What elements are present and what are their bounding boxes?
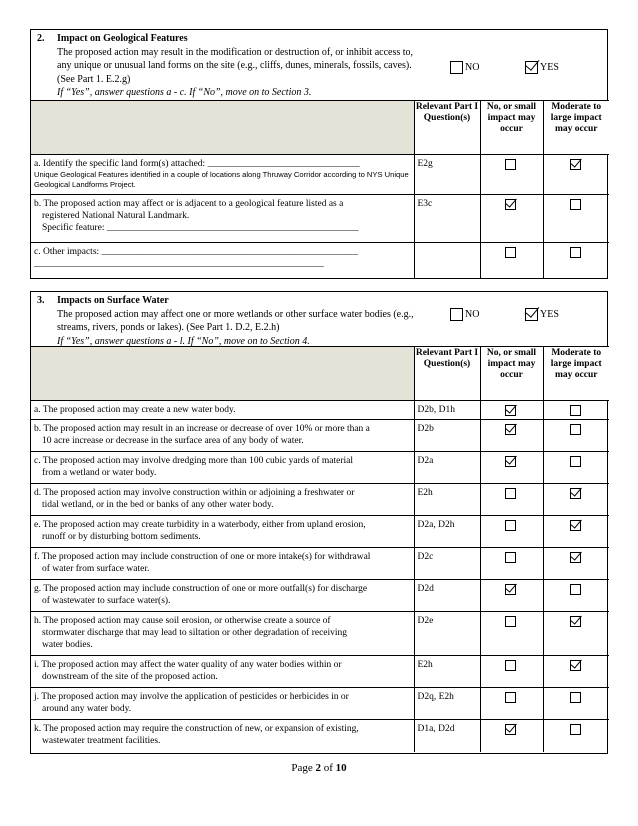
table-row: i. The proposed action may affect the water quality of any water bodies within or downstream of the site of the proposed action. E2h <box>31 656 609 688</box>
header-small-impact: No, or small impact may occur <box>480 347 543 401</box>
table-row: g. The proposed action may include construction of one or more outfall(s) for discharge of wastewater to surface water(s). D2d <box>31 580 609 612</box>
section-header <box>31 30 607 100</box>
header-large-impact: Moderate to large impact may occur <box>543 347 609 401</box>
section-title: 2. Impact on Geological Features <box>37 33 188 44</box>
impact-table <box>31 346 609 752</box>
small-impact-checkbox[interactable] <box>505 584 516 595</box>
yes-option[interactable]: YES <box>525 61 559 75</box>
section-description: The proposed action may affect one or more wetlands or other surface water bodies (e.g., streams, rivers, ponds or lakes). (See Part 1. D.2, E.2.h) <box>57 308 414 333</box>
small-impact-checkbox[interactable] <box>505 199 516 210</box>
large-impact-checkbox[interactable] <box>570 660 581 671</box>
small-impact-checkbox[interactable] <box>505 159 516 170</box>
table-header-row <box>31 101 609 155</box>
table-row: j. The proposed action may involve the application of pesticides or herbicides in or around any water body. D2q, E2h <box>31 688 609 720</box>
yes-checkbox[interactable] <box>525 61 538 74</box>
section-surface-water <box>30 291 608 754</box>
section-instruction: If “Yes”, answer questions a - c. If “No”, move on to Section 3. <box>57 87 312 98</box>
table-row: a. The proposed action may create a new water body. D2b, D1h <box>31 401 609 420</box>
section-geological-features <box>30 29 608 279</box>
large-impact-checkbox[interactable] <box>570 552 581 563</box>
large-impact-checkbox[interactable] <box>570 456 581 467</box>
section-description: The proposed action may result in the modification or destruction of, or inhibit access to, any unique or unusual land forms on the site (e.g., cliffs, dunes, minerals, fossils, caves). (See Part 1. E.2.g) <box>57 46 414 85</box>
large-impact-checkbox[interactable] <box>570 724 581 735</box>
table-header-row <box>31 347 609 401</box>
large-impact-checkbox[interactable] <box>570 616 581 627</box>
large-impact-checkbox[interactable] <box>570 424 581 435</box>
small-impact-checkbox[interactable] <box>505 456 516 467</box>
small-impact-checkbox[interactable] <box>505 520 516 531</box>
small-impact-checkbox[interactable] <box>505 247 516 258</box>
table-row: c. Other impacts: ______________________________________________________ _____________________________________________________________ <box>31 243 609 279</box>
no-option[interactable]: NO <box>450 308 479 322</box>
no-option[interactable]: NO <box>450 61 479 75</box>
table-row: k. The proposed action may require the construction of new, or expansion of existing, wastewater treatment facilities. D1a, D2d <box>31 720 609 752</box>
table-row: e. The proposed action may create turbidity in a waterbody, either from upland erosion, runoff or by disturbing bottom sediments. D2a, D2h <box>31 516 609 548</box>
large-impact-checkbox[interactable] <box>570 584 581 595</box>
header-relevant-question: Relevant Part I Question(s) <box>414 101 480 155</box>
large-impact-checkbox[interactable] <box>570 692 581 703</box>
table-row: d. The proposed action may involve construction within or adjoining a freshwater or tidal wetland, or in the bed or banks of any other water body. E2h <box>31 484 609 516</box>
section-header <box>31 292 607 346</box>
header-relevant-question: Relevant Part I Question(s) <box>414 347 480 401</box>
large-impact-checkbox[interactable] <box>570 520 581 531</box>
no-checkbox[interactable] <box>450 61 463 74</box>
section-instruction: If “Yes”, answer questions a - l. If “No”, move on to Section 4. <box>57 335 310 347</box>
header-large-impact: Moderate to large impact may occur <box>543 101 609 155</box>
small-impact-checkbox[interactable] <box>505 616 516 627</box>
header-blank <box>31 101 414 155</box>
large-impact-checkbox[interactable] <box>570 247 581 258</box>
section-title: 3. Impacts on Surface Water <box>37 295 169 306</box>
small-impact-checkbox[interactable] <box>505 692 516 703</box>
small-impact-checkbox[interactable] <box>505 405 516 416</box>
large-impact-checkbox[interactable] <box>570 199 581 210</box>
table-row: a. Identify the specific land form(s) attached: ________________________________ Unique Geological Features identified in a couple of locations along Thruway Corridor according to NYS Unique Geological Landforms Project. E2g <box>31 155 609 195</box>
header-small-impact: No, or small impact may occur <box>480 101 543 155</box>
page-number: Page 2 of 10 <box>291 762 347 774</box>
large-impact-checkbox[interactable] <box>570 488 581 499</box>
small-impact-checkbox[interactable] <box>505 724 516 735</box>
table-row: b. The proposed action may affect or is adjacent to a geological feature listed as a registered National Natural Landmark. Specific feature: _____________________________________________________ E3c <box>31 195 609 243</box>
yes-checkbox[interactable] <box>525 308 538 321</box>
table-row: b. The proposed action may result in an increase or decrease of over 10% or more than a 10 acre increase or decrease in the surface area of any body of water. D2b <box>31 420 609 452</box>
yes-option[interactable]: YES <box>525 308 559 322</box>
table-row: f. The proposed action may include construction of one or more intake(s) for withdrawal of water from surface water. D2c <box>31 548 609 580</box>
no-checkbox[interactable] <box>450 308 463 321</box>
table-row: h. The proposed action may cause soil erosion, or otherwise create a source of stormwater discharge that may lead to siltation or other degradation of receiving water bodies. D2e <box>31 612 609 656</box>
small-impact-checkbox[interactable] <box>505 424 516 435</box>
small-impact-checkbox[interactable] <box>505 552 516 563</box>
impact-table <box>31 100 609 279</box>
large-impact-checkbox[interactable] <box>570 405 581 416</box>
small-impact-checkbox[interactable] <box>505 488 516 499</box>
table-row: c. The proposed action may involve dredging more than 100 cubic yards of material from a wetland or water body. D2a <box>31 452 609 484</box>
header-blank <box>31 347 414 401</box>
large-impact-checkbox[interactable] <box>570 159 581 170</box>
small-impact-checkbox[interactable] <box>505 660 516 671</box>
